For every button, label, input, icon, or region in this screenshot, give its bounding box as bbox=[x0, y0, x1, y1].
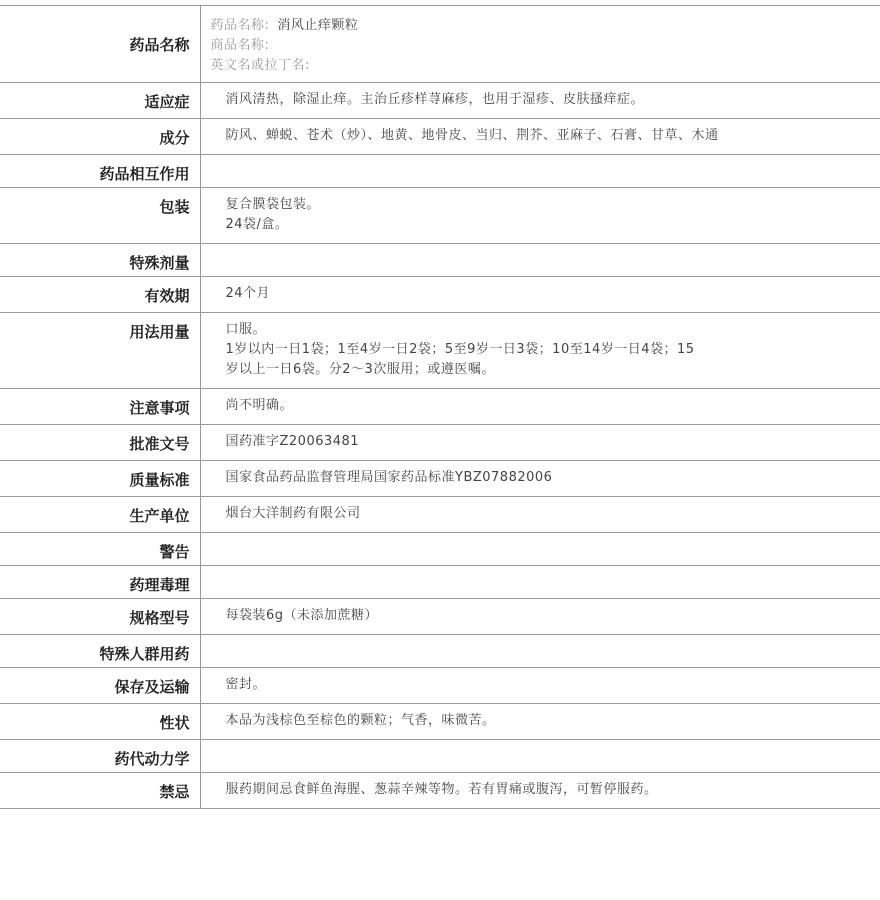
row-value-line: 1岁以内一日1袋；1至4岁一日2袋；5至9岁一日3袋；10至14岁一日4袋；15 bbox=[225, 342, 695, 357]
row-value-line: 国药准字Z20063481 bbox=[225, 434, 360, 449]
row-value bbox=[200, 6, 880, 83]
row-value bbox=[200, 83, 880, 119]
spec-row bbox=[0, 425, 880, 461]
latin-name-line bbox=[211, 56, 871, 76]
row-label: 保存及运输 bbox=[0, 668, 200, 704]
spec-row bbox=[0, 668, 880, 704]
spec-row bbox=[0, 461, 880, 497]
row-value bbox=[200, 425, 880, 461]
spec-row bbox=[0, 497, 880, 533]
row-value-line: 24袋/盒。 bbox=[225, 217, 289, 232]
row-value bbox=[200, 188, 880, 244]
row-value bbox=[200, 668, 880, 704]
row-label: 特殊人群用药 bbox=[0, 635, 200, 668]
spec-row bbox=[0, 244, 880, 277]
generic-name-value: 消风止痒颗粒 bbox=[277, 18, 359, 33]
spec-row bbox=[0, 83, 880, 119]
spec-row bbox=[0, 313, 880, 389]
row-value bbox=[200, 389, 880, 425]
spec-row bbox=[0, 389, 880, 425]
row-label: 药代动力学 bbox=[0, 740, 200, 773]
row-label: 警告 bbox=[0, 533, 200, 566]
row-value bbox=[200, 533, 880, 566]
generic-name-key: 药品名称: bbox=[210, 18, 270, 33]
spec-row bbox=[0, 533, 880, 566]
row-label: 特殊剂量 bbox=[0, 244, 200, 277]
trade-name-line bbox=[211, 36, 871, 56]
latin-name-key: 英文名或拉丁名: bbox=[210, 58, 310, 73]
row-value-line: 岁以上一日6袋。分2～3次服用；或遵医嘱。 bbox=[225, 362, 495, 377]
spec-row bbox=[0, 277, 880, 313]
row-value bbox=[200, 635, 880, 668]
row-label: 药理毒理 bbox=[0, 566, 200, 599]
row-label: 生产单位 bbox=[0, 497, 200, 533]
row-label: 药品相互作用 bbox=[0, 155, 200, 188]
row-value bbox=[200, 497, 880, 533]
row-value-line: 防风、蝉蜕、苍术（炒）、地黄、地骨皮、当归、荆芥、亚麻子、石膏、甘草、木通 bbox=[225, 128, 719, 143]
row-value-line: 烟台大洋制药有限公司 bbox=[225, 506, 361, 521]
row-label: 性状 bbox=[0, 704, 200, 740]
row-value bbox=[200, 566, 880, 599]
row-value bbox=[200, 773, 880, 809]
spec-row bbox=[0, 599, 880, 635]
row-label: 成分 bbox=[0, 119, 200, 155]
spec-row bbox=[0, 635, 880, 668]
spec-row bbox=[0, 155, 880, 188]
row-label: 规格型号 bbox=[0, 599, 200, 635]
spec-row bbox=[0, 704, 880, 740]
row-value-line: 口服。 bbox=[225, 322, 267, 337]
row-label: 适应症 bbox=[0, 83, 200, 119]
row-value bbox=[200, 740, 880, 773]
row-value-line: 24个月 bbox=[225, 286, 271, 301]
spec-row bbox=[0, 773, 880, 809]
row-label: 有效期 bbox=[0, 277, 200, 313]
row-value-line: 国家食品药品监督管理局国家药品标准YBZ07882006 bbox=[225, 470, 553, 485]
row-label: 药品名称 bbox=[0, 6, 200, 83]
trade-name-key: 商品名称: bbox=[210, 38, 270, 53]
row-value bbox=[200, 461, 880, 497]
row-value-line: 消风清热，除湿止痒。主治丘疹样荨麻疹，也用于湿疹、皮肤搔痒症。 bbox=[225, 92, 645, 107]
drug-spec-table-body bbox=[0, 6, 880, 809]
row-value bbox=[200, 599, 880, 635]
drug-spec-table bbox=[0, 5, 880, 809]
row-value bbox=[200, 119, 880, 155]
row-drug-name bbox=[0, 6, 880, 83]
row-value-line: 复合膜袋包装。 bbox=[225, 197, 321, 212]
row-label: 禁忌 bbox=[0, 773, 200, 809]
row-value bbox=[200, 704, 880, 740]
spec-row bbox=[0, 566, 880, 599]
row-value-line: 每袋装6g（未添加蔗糖） bbox=[225, 608, 379, 623]
row-label: 用法用量 bbox=[0, 313, 200, 389]
row-value-line: 本品为浅棕色至棕色的颗粒；气香，味微苦。 bbox=[225, 713, 496, 728]
spec-row bbox=[0, 740, 880, 773]
row-label: 包装 bbox=[0, 188, 200, 244]
row-label: 质量标准 bbox=[0, 461, 200, 497]
row-value bbox=[200, 277, 880, 313]
row-value bbox=[200, 313, 880, 389]
generic-name-line bbox=[211, 16, 871, 36]
row-label: 注意事项 bbox=[0, 389, 200, 425]
row-label: 批准文号 bbox=[0, 425, 200, 461]
row-value bbox=[200, 244, 880, 277]
row-value-line: 尚不明确。 bbox=[225, 398, 294, 413]
row-value-line: 密封。 bbox=[225, 677, 267, 692]
spec-row bbox=[0, 119, 880, 155]
row-value-line: 服药期间忌食鲜鱼海腥、葱蒜辛辣等物。若有胃痛或腹泻，可暂停服药。 bbox=[225, 782, 658, 797]
spec-row bbox=[0, 188, 880, 244]
row-value bbox=[200, 155, 880, 188]
